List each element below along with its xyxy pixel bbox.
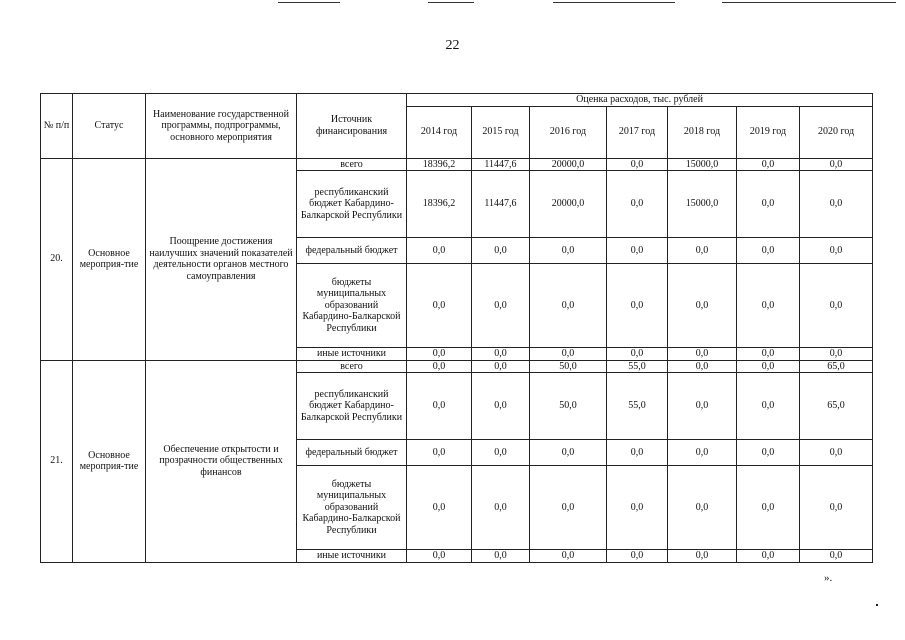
value-cell: 20000,0 (530, 158, 607, 171)
value-cell: 0,0 (472, 238, 530, 264)
source-label: бюджеты муниципальных образований Кабардино-Балкарской Республики (297, 466, 407, 550)
value-cell: 0,0 (530, 440, 607, 466)
value-cell: 0,0 (800, 238, 873, 264)
header-year: 2017 год (607, 106, 668, 158)
value-cell: 55,0 (607, 373, 668, 440)
row-name: Поощрение достижения наилучших значений показателей деятельности органов местного самоуправления (146, 158, 297, 360)
header-year: 2014 год (407, 106, 472, 158)
row-number: 21. (41, 360, 73, 562)
value-cell: 0,0 (607, 466, 668, 550)
value-cell: 18396,2 (407, 158, 472, 171)
header-year: 2018 год (668, 106, 737, 158)
value-cell: 0,0 (800, 158, 873, 171)
value-cell: 0,0 (530, 348, 607, 361)
source-label: республиканский бюджет Кабардино-Балкарской Республики (297, 171, 407, 238)
value-cell: 0,0 (407, 360, 472, 373)
source-label: республиканский бюджет Кабардино-Балкарской Республики (297, 373, 407, 440)
value-cell: 0,0 (800, 466, 873, 550)
value-cell: 0,0 (607, 440, 668, 466)
header-year: 2015 год (472, 106, 530, 158)
value-cell: 0,0 (737, 158, 800, 171)
value-cell: 65,0 (800, 373, 873, 440)
value-cell: 11447,6 (472, 171, 530, 238)
value-cell: 0,0 (530, 466, 607, 550)
value-cell: 15000,0 (668, 158, 737, 171)
value-cell: 0,0 (668, 466, 737, 550)
value-cell: 0,0 (530, 264, 607, 348)
value-cell: 0,0 (800, 348, 873, 361)
margin-dot (876, 604, 878, 606)
value-cell: 0,0 (407, 466, 472, 550)
value-cell: 0,0 (800, 550, 873, 563)
source-label: федеральный бюджет (297, 238, 407, 264)
source-label: всего (297, 158, 407, 171)
header-year: 2020 год (800, 106, 873, 158)
value-cell: 0,0 (668, 360, 737, 373)
source-label: всего (297, 360, 407, 373)
table-row (41, 158, 873, 171)
value-cell: 0,0 (407, 440, 472, 466)
value-cell: 15000,0 (668, 171, 737, 238)
value-cell: 0,0 (472, 466, 530, 550)
value-cell: 0,0 (407, 550, 472, 563)
value-cell: 0,0 (800, 440, 873, 466)
source-label: иные источники (297, 348, 407, 361)
value-cell: 65,0 (800, 360, 873, 373)
value-cell: 0,0 (668, 348, 737, 361)
page-number: 22 (445, 38, 460, 53)
budget-table (40, 93, 873, 563)
value-cell: 0,0 (472, 440, 530, 466)
value-cell: 0,0 (607, 171, 668, 238)
header-year: 2019 год (737, 106, 800, 158)
value-cell: 0,0 (668, 373, 737, 440)
value-cell: 0,0 (607, 264, 668, 348)
value-cell: 20000,0 (530, 171, 607, 238)
value-cell: 0,0 (607, 348, 668, 361)
source-label: федеральный бюджет (297, 440, 407, 466)
value-cell: 0,0 (668, 264, 737, 348)
value-cell: 0,0 (472, 264, 530, 348)
value-cell: 50,0 (530, 373, 607, 440)
value-cell: 0,0 (737, 373, 800, 440)
value-cell: 0,0 (668, 550, 737, 563)
value-cell: 0,0 (407, 238, 472, 264)
row-status: Основное мероприя-тие (73, 360, 146, 562)
closing-quote: ». (824, 572, 833, 584)
value-cell: 0,0 (737, 348, 800, 361)
value-cell: 0,0 (472, 360, 530, 373)
value-cell: 0,0 (407, 373, 472, 440)
value-cell: 0,0 (472, 550, 530, 563)
value-cell: 0,0 (737, 360, 800, 373)
value-cell: 0,0 (530, 238, 607, 264)
value-cell: 0,0 (737, 238, 800, 264)
value-cell: 0,0 (668, 238, 737, 264)
value-cell: 0,0 (668, 440, 737, 466)
value-cell: 0,0 (737, 264, 800, 348)
table-body (41, 158, 873, 562)
header-status: Статус (73, 94, 146, 159)
header-year: 2016 год (530, 106, 607, 158)
value-cell: 0,0 (607, 238, 668, 264)
row-status: Основное мероприя-тие (73, 158, 146, 360)
value-cell: 0,0 (607, 550, 668, 563)
value-cell: 0,0 (472, 373, 530, 440)
value-cell: 0,0 (800, 171, 873, 238)
value-cell: 55,0 (607, 360, 668, 373)
value-cell: 0,0 (407, 264, 472, 348)
source-label: бюджеты муниципальных образований Кабардино-Балкарской Республики (297, 264, 407, 348)
value-cell: 0,0 (607, 158, 668, 171)
value-cell: 18396,2 (407, 171, 472, 238)
header-name: Наименование государственной программы, подпрограммы, основного мероприятия (146, 94, 297, 159)
value-cell: 50,0 (530, 360, 607, 373)
header-num: № п/п (41, 94, 73, 159)
value-cell: 0,0 (530, 550, 607, 563)
value-cell: 0,0 (737, 550, 800, 563)
value-cell: 0,0 (472, 348, 530, 361)
value-cell: 0,0 (800, 264, 873, 348)
source-label: иные источники (297, 550, 407, 563)
value-cell: 11447,6 (472, 158, 530, 171)
value-cell: 0,0 (737, 466, 800, 550)
top-rule-marks (0, 0, 905, 6)
value-cell: 0,0 (737, 171, 800, 238)
value-cell: 0,0 (737, 440, 800, 466)
row-name: Обеспечение открытости и прозрачности общественных финансов (146, 360, 297, 562)
header-source: Источник финансирования (297, 94, 407, 159)
header-costs: Оценка расходов, тыс. рублей (407, 94, 873, 107)
row-number: 20. (41, 158, 73, 360)
value-cell: 0,0 (407, 348, 472, 361)
table-row (41, 360, 873, 373)
